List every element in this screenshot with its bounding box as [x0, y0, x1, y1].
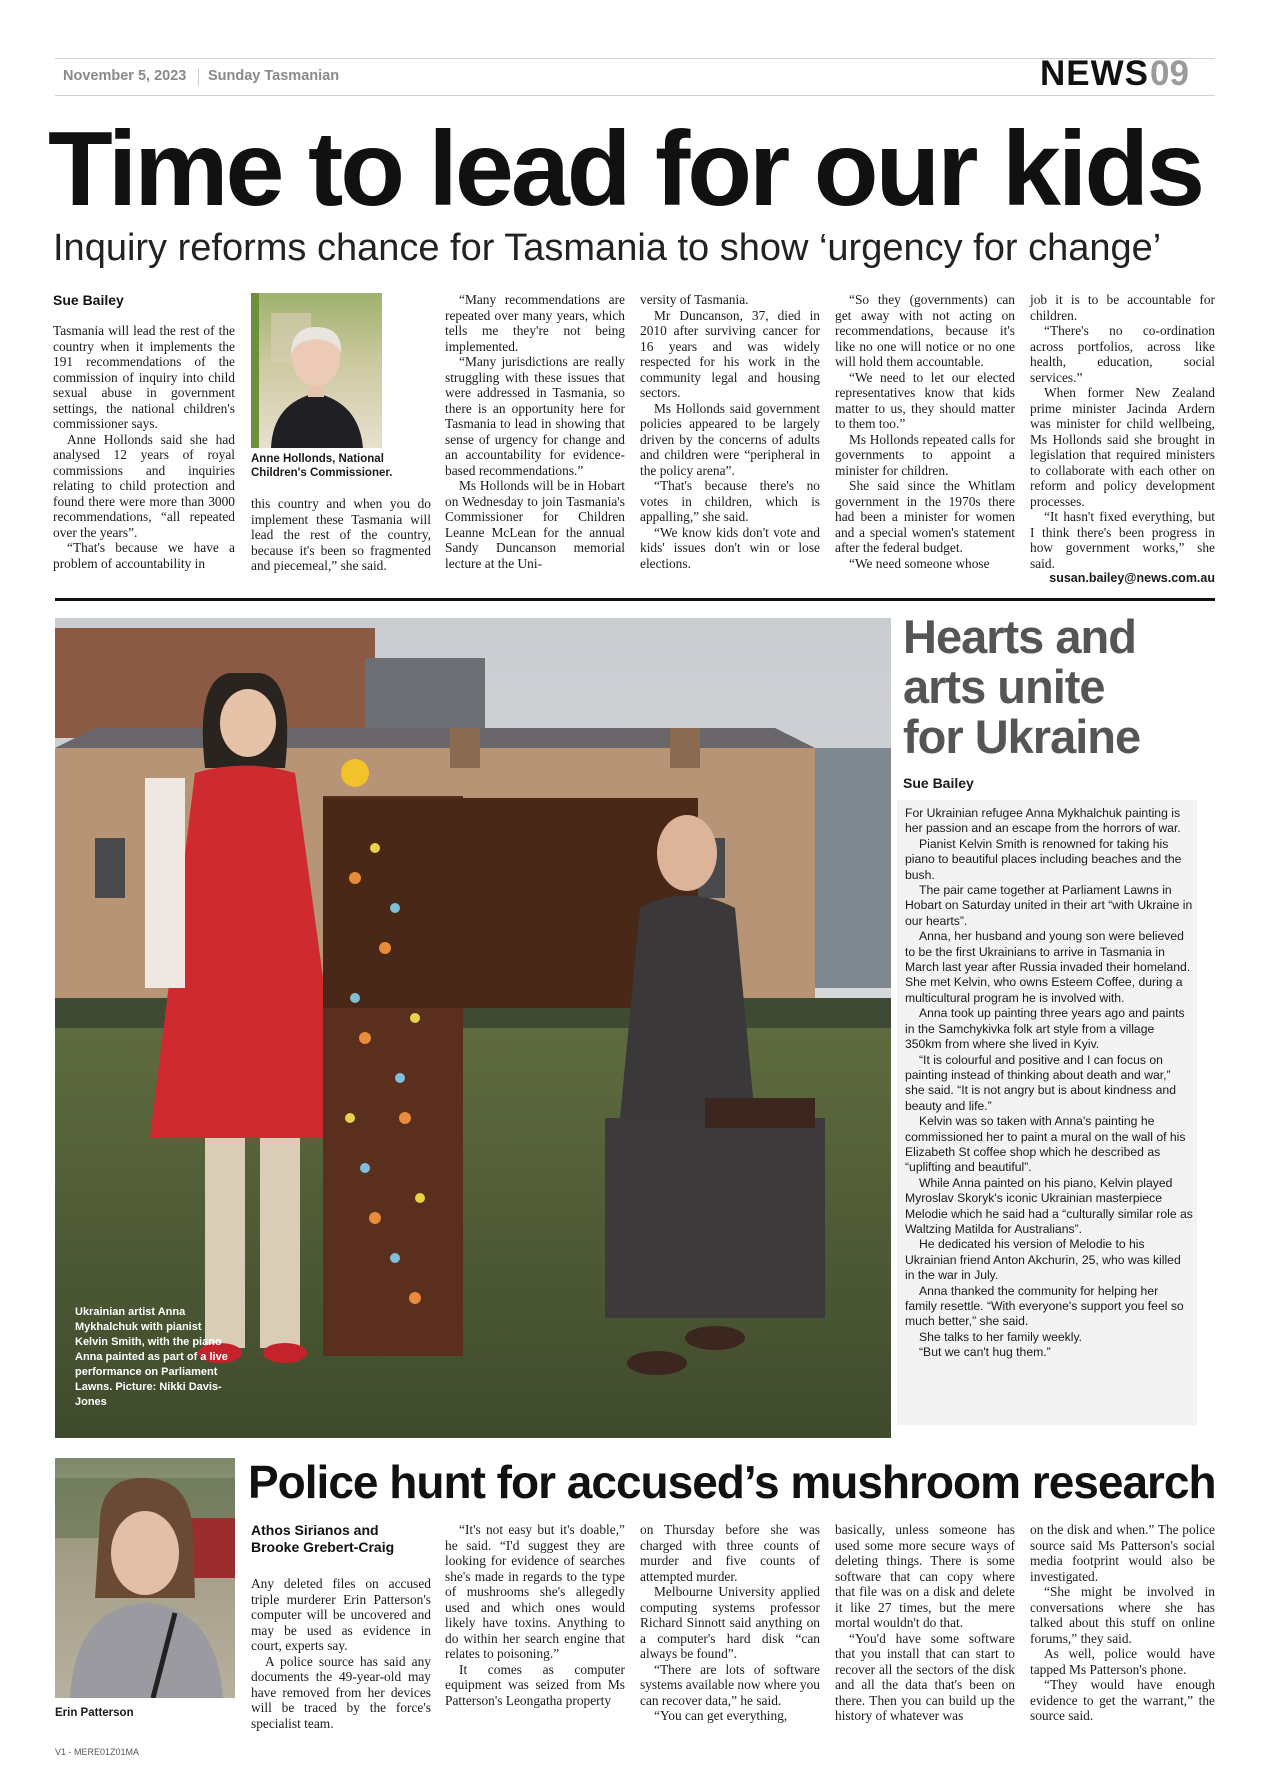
- portrait-illustration: [55, 1458, 235, 1698]
- paragraph: “She might be involved in conversations where she has talked about this stuff on online forums,” they said.: [1030, 1584, 1215, 1646]
- paragraph: “We know kids don't vote and kids' issues don't win or lose elections.: [640, 524, 820, 571]
- publication-name: Sunday Tasmanian: [208, 68, 340, 84]
- paragraph: Ms Hollonds repeated calls for governments to appoint a minister for children.: [835, 431, 1015, 478]
- paragraph: “That's because we have a problem of accountability in: [53, 540, 235, 571]
- byline-line: Brooke Grebert-Craig: [251, 1539, 395, 1555]
- lead-column-3: [445, 292, 625, 571]
- paragraph: While Anna painted on his piano, Kelvin played Myroslav Skoryk's iconic Ukrainian masterpiece Melodie which he said had a “culturally similar role as Waltzing Matilda for Australians”.: [905, 1175, 1193, 1236]
- paragraph: He dedicated his version of Melodie to his Ukrainian friend Anton Akchurin, 25, who was killed in the war in July.: [905, 1237, 1181, 1283]
- lead-column-5: [835, 292, 1015, 571]
- paragraph: Anna thanked the community for helping her family resettle. “With everyone's support you feel so much better,” she said.: [905, 1283, 1184, 1329]
- paragraph: Pianist Kelvin Smith is renowned for taking his piano to beautiful places including beaches and the bush.: [905, 836, 1182, 882]
- paragraph: She talks to her family weekly.: [919, 1329, 1083, 1344]
- lead-photo-caption: Anne Hollonds, National Children's Commissioner.: [251, 453, 393, 479]
- lead-column-2: [251, 496, 431, 574]
- paragraph: Mr Duncanson, 37, died in 2010 after surviving cancer for 16 years and was widely respected for his work in the community legal and housing sectors.: [640, 307, 820, 400]
- police-column-4: [835, 1522, 1015, 1724]
- paragraph: When former New Zealand prime minister Jacinda Ardern was minister for child wellbeing, Ms Hollonds said she brought in legislation that required ministers to collaborate with each other on reform and policy development processes.: [1030, 385, 1215, 509]
- feature-photo-caption: Ukrainian artist Anna Mykhalchuk with pianist Kelvin Smith, with the piano Anna painted as part of a live performance on Parliament Lawns. Picture: Nikki Davis-Jones: [75, 1306, 228, 1408]
- feature-byline: Sue Bailey: [903, 775, 974, 791]
- section-label: NEWS: [1040, 54, 1149, 93]
- police-column-1: [251, 1576, 431, 1731]
- paragraph: Anna, her husband and young son were believed to be the first Ukrainians to arrive in Tasmania in March last year after Russia invaded their homeland. She met Kelvin, who owns Esteem Coffee, during a multicultural program he is involved with.: [905, 929, 1191, 1005]
- paragraph: It comes as computer equipment was seized from Ms Patterson's Leongatha property: [445, 1661, 625, 1708]
- paragraph: Tasmania will lead the rest of the country when it implements the 191 recommendations of the commission of inquiry into child sexual abuse in government settings, the national children's commissioner says.: [53, 323, 235, 431]
- feature-body: [905, 806, 1193, 1361]
- byline-line: Athos Sirianos and: [251, 1522, 379, 1538]
- anne-hollonds-photo: [251, 293, 382, 448]
- headline-line: arts unite: [903, 660, 1105, 713]
- paragraph: Kelvin was so taken with Anna's painting he commissioned her to paint a mural on the wall of his Elizabeth St coffee shop which he described as “uplifting and beautiful”.: [905, 1114, 1186, 1175]
- paragraph: Melbourne University applied computing systems professor Richard Sinnott said anything on a computer's hard disk “can always be found”.: [640, 1584, 820, 1661]
- paragraph: Ms Hollonds will be in Hobart on Wednesday to join Tasmania's Commissioner for Children Leanne McLean for the annual Sandy Duncanson memorial lecture at the Uni-: [445, 478, 625, 571]
- paragraph: “We need someone whose: [849, 555, 990, 571]
- paragraph: For Ukrainian refugee Anna Mykhalchuk painting is her passion and an escape from the horrors of war.: [905, 806, 1181, 836]
- section-rule: [55, 598, 1215, 601]
- paragraph: “There are lots of software systems available now where you can recover data,” he said.: [640, 1661, 820, 1708]
- paragraph: “You'd have some software that you install that can start to recover all the sectors of the disk and all the data that's been on there. Then you can build up the history of whatever was: [835, 1630, 1015, 1723]
- paragraph: job it is to be accountable for children.: [1030, 292, 1215, 323]
- paragraph: on Thursday before she was charged with three counts of murder and five counts of attempted murder.: [640, 1522, 820, 1584]
- headline-line: Hearts and: [903, 610, 1136, 663]
- lead-byline: Sue Bailey: [53, 292, 124, 308]
- police-column-5: [1030, 1522, 1215, 1724]
- paragraph: “So they (governments) can get away with not acting on recommendations, because it's like no one will notice or no one will hold them accountable.: [835, 292, 1015, 369]
- police-photo-caption: Erin Patterson: [55, 1707, 134, 1719]
- paragraph: “We need to let our elected representatives know that kids matter to us, they should matter to them too.”: [835, 369, 1015, 431]
- paragraph: “Many jurisdictions are really struggling with these issues that were addressed in Tasmania, so there is an opportunity here for Tasmania to lead in showing that sense of urgency for change and an accountability for evidence-based recommendations.”: [445, 354, 625, 478]
- paragraph: “Many recommendations are repeated over many years, which tells me they're not being implemented.: [445, 292, 625, 354]
- paragraph: “You can get everything,: [654, 1708, 788, 1723]
- paragraph: “It is colourful and positive and I can focus on painting instead of thinking about death and war,” she said. “It is not angry but is about kindness and beauty and life.”: [905, 1052, 1176, 1113]
- paragraph: “But we can't hug them.”: [919, 1345, 1051, 1360]
- paragraph: “That's because there's no votes in children, which is appalling,” she said.: [640, 478, 820, 524]
- paragraph: The pair came together at Parliament Lawns in Hobart on Saturday united in their art “with Ukraine in our hearts”.: [905, 883, 1193, 928]
- lead-column-1: [53, 323, 235, 571]
- police-column-3: [640, 1522, 820, 1724]
- paragraph: As well, police would have tapped Ms Patterson's phone.: [1030, 1646, 1215, 1677]
- paragraph: on the disk and when.” The police source said Ms Patterson's social media footprint would also be investigated.: [1030, 1522, 1215, 1584]
- feature-headline: [903, 612, 1223, 762]
- paragraph: “It hasn't fixed everything, but I think there's been progress in how government works,” she said.: [1030, 509, 1215, 571]
- paragraph: “They would have enough evidence to get the warrant,” the source said.: [1030, 1677, 1215, 1723]
- page-code: V1 - MERE01Z01MA: [55, 1747, 140, 1757]
- police-byline: [251, 1522, 394, 1556]
- paragraph: this country and when you do implement these Tasmania will lead the rest of the country, because it's been so fragmented and piecemeal,” she said.: [251, 496, 431, 573]
- paragraph: Any deleted files on accused triple murderer Erin Patterson's computer will be uncovered and may be used as evidence in court, experts say.: [251, 1576, 431, 1653]
- police-column-2: [445, 1522, 625, 1708]
- paragraph: versity of Tasmania.: [640, 292, 749, 307]
- author-email: susan.bailey@news.com.au: [1049, 571, 1215, 585]
- paragraph: Anne Hollonds said she had analysed 12 years of royal commissions and inquiries relating to child protection and found there were more than 3000 recommendations, “all repeated over the years”.: [53, 431, 235, 540]
- erin-patterson-photo: [55, 1458, 235, 1698]
- police-headline: Police hunt for accused’s mushroom research: [248, 1456, 1216, 1508]
- paragraph: Anna took up painting three years ago and paints in the Samchykivka folk art style from a village 350km from where she lived in Kyiv.: [905, 1006, 1185, 1052]
- lead-subheadline: Inquiry reforms chance for Tasmania to show ‘urgency for change’: [53, 227, 1162, 269]
- lead-headline: Time to lead for our kids: [48, 110, 1203, 228]
- paragraph: basically, unless someone has used some more secure ways of deleting things. There is some software that can copy where that file was on a disk and delete it like 27 times, but the mere mortal wouldn't do that.: [835, 1522, 1015, 1630]
- paragraph: Ms Hollonds said government policies appeared to be largely driven by the concerns of adults and children were “peripheral in the policy arena”.: [640, 400, 820, 478]
- issue-date: November 5, 2023: [63, 68, 187, 84]
- header-divider: [198, 68, 199, 86]
- paragraph: “There's no co-ordination across portfolios, across like health, education, social services.”: [1030, 323, 1215, 385]
- lead-column-4: [640, 292, 820, 571]
- paragraph: She said since the Whitlam government in the 1970s there had been a minister for women and a special women's statement after the federal budget.: [835, 478, 1015, 555]
- paragraph: “It's not easy but it's doable,” he said. “I'd suggest they are looking for evidence of searches she's made in regards to the type of mushrooms she's allegedly used and which ones would likely have toxins. Anything to do within her search engine that relates to poisoning.”: [445, 1522, 625, 1661]
- lead-column-6: [1030, 292, 1215, 587]
- portrait-illustration: [251, 293, 382, 448]
- page-number: 09: [1150, 54, 1189, 93]
- headline-line: for Ukraine: [903, 710, 1141, 763]
- paragraph: A police source has said any documents the 49-year-old may have removed from her devices will be traced by the force's specialist team.: [251, 1653, 431, 1731]
